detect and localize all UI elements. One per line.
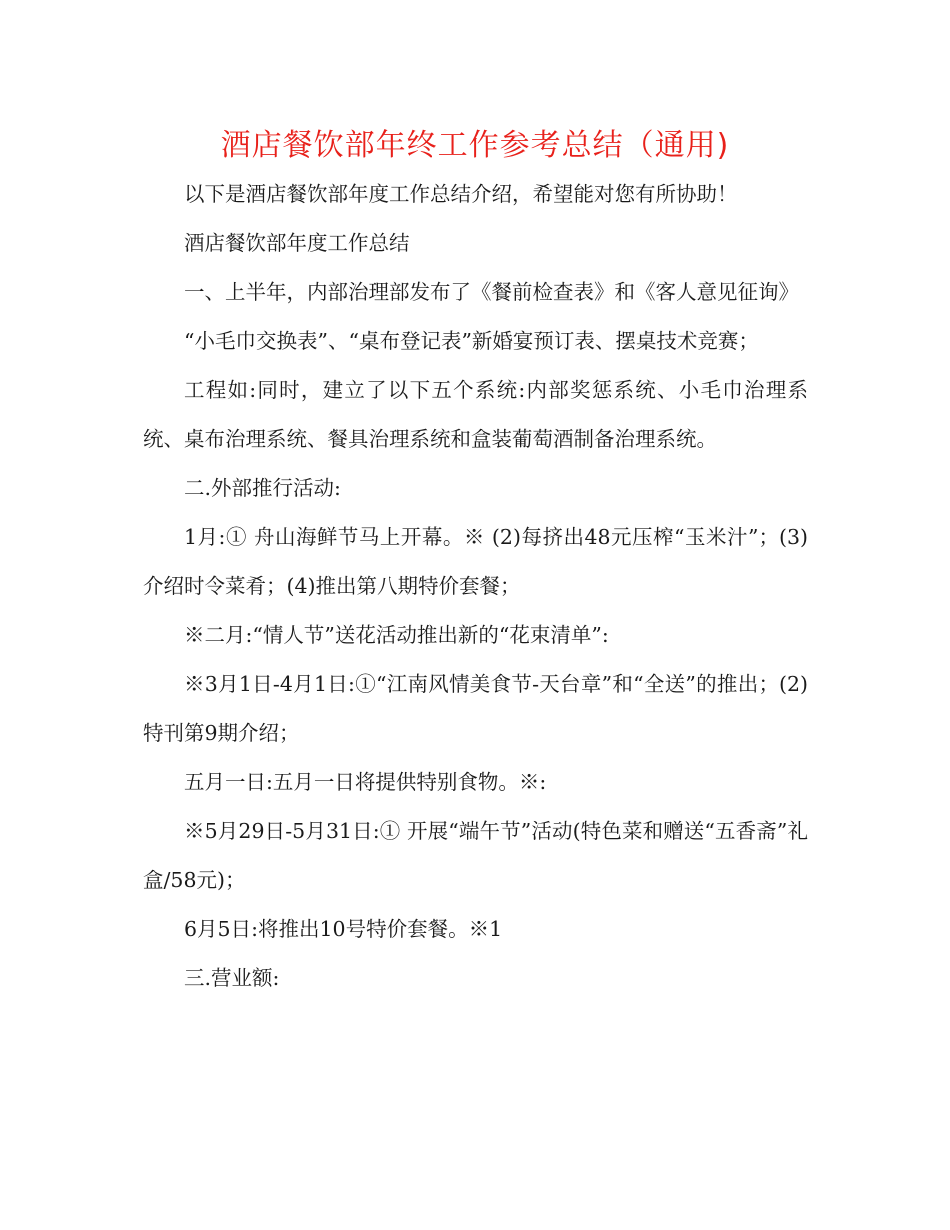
paragraph-february: ※二月:“情人节”送花活动推出新的“花束清单”: <box>184 623 609 647</box>
document-title: 酒店餐饮部年终工作参考总结（通用) <box>220 128 730 163</box>
paragraph-section-2: 二.外部推行活动: <box>184 476 341 500</box>
paragraph-january: 1月:① 舟山海鲜节马上开幕。※ (2)每挤出48元压榨“玉米汁”；(3)介绍时令菜肴；(4)推出第八期特价套餐； <box>143 525 808 598</box>
paragraph-heading: 酒店餐饮部年度工作总结 <box>184 231 410 255</box>
paragraph-dragon-boat: ※5月29日-5月31日:① 开展“端午节”活动(特色菜和赠送“五香斋”礼盒/58元)； <box>143 819 808 892</box>
paragraph-may-day: 五月一日:五月一日将提供特别食物。※: <box>184 770 547 794</box>
paragraph-march: ※3月1日-4月1日:①“江南风情美食节-天台章”和“全送”的推出；(2)特刊第9期介绍； <box>143 672 808 745</box>
paragraph-section-1: 一、上半年，内部治理部发布了《餐前检查表》和《客人意见征询》 <box>184 280 799 304</box>
paragraph-forms: “小毛巾交换表”、“桌布登记表”新婚宴预订表、摆桌技术竞赛； <box>184 329 759 353</box>
document-body <box>143 170 808 1003</box>
paragraph-section-3: 三.营业额: <box>184 966 280 990</box>
paragraph-june: 6月5日:将推出10号特价套餐。※1 <box>184 917 503 941</box>
paragraph-systems: 工程如:同时，建立了以下五个系统:内部奖惩系统、小毛巾治理系统、桌布治理系统、餐具治理系统和盒装葡萄酒制备治理系统。 <box>143 378 808 451</box>
paragraph-intro: 以下是酒店餐饮部年度工作总结介绍，希望能对您有所协助！ <box>184 182 738 206</box>
